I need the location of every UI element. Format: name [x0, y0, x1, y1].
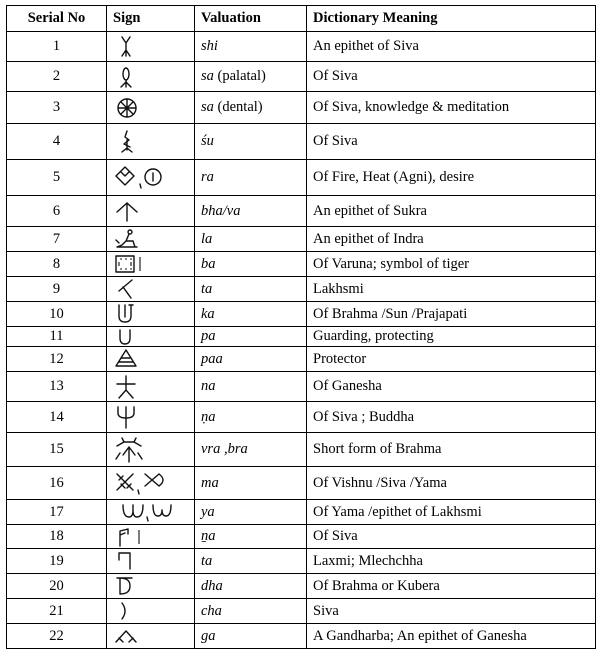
valuation-text: ga — [201, 627, 216, 644]
table-row — [7, 124, 596, 160]
diamond-and-circle-glyph-icon — [113, 164, 175, 192]
table-row — [7, 160, 596, 196]
valuation-cell — [195, 160, 307, 196]
valuation-text: la — [201, 230, 213, 247]
valuation-cell — [195, 92, 307, 124]
meaning-cell: Of Ganesha — [307, 372, 596, 402]
sign-cell — [107, 160, 195, 196]
serial-cell: 18 — [7, 525, 107, 549]
valuation-cell — [195, 402, 307, 433]
table-row — [7, 227, 596, 252]
striped-triangle-glyph-icon — [113, 348, 143, 370]
sign-cell — [107, 302, 195, 327]
spoked-wheel-glyph-icon — [113, 95, 143, 121]
valuation-text: paa — [201, 350, 223, 367]
table-row — [7, 347, 596, 372]
table-row — [7, 92, 596, 124]
trident-figure-glyph-icon — [113, 34, 143, 60]
canopy-arrow-glyph-icon — [113, 435, 147, 465]
sign-cell — [107, 227, 195, 252]
valuation-cell — [195, 196, 307, 227]
table-row — [7, 62, 596, 92]
table-row — [7, 500, 596, 525]
valuation-cell — [195, 624, 307, 649]
sign-cell — [107, 32, 195, 62]
sign-cell — [107, 327, 195, 347]
meaning-cell: Of Siva — [307, 525, 596, 549]
table-row — [7, 549, 596, 574]
meaning-cell: Of Varuna; symbol of tiger — [307, 252, 596, 277]
valuation-text: ta — [201, 552, 213, 569]
sign-cell — [107, 277, 195, 302]
forked-cup-glyph-icon — [113, 303, 143, 325]
sign-cell — [107, 402, 195, 433]
stick-figure-glyph-icon — [113, 374, 143, 400]
valuation-text: vra ,bra — [201, 441, 248, 457]
serial-cell: 17 — [7, 500, 107, 525]
table-row — [7, 402, 596, 433]
double-w-glyph-icon — [113, 501, 177, 523]
arrow-up-glyph-icon — [113, 199, 143, 223]
valuation-cell — [195, 433, 307, 467]
valuation-note: (palatal) — [213, 68, 266, 84]
sign-cell — [107, 433, 195, 467]
serial-cell: 7 — [7, 227, 107, 252]
valuation-text: ṇa — [201, 408, 216, 425]
bent-line-glyph-icon — [113, 278, 143, 300]
sign-cell — [107, 62, 195, 92]
loop-figure-glyph-icon — [113, 64, 143, 90]
sign-cell — [107, 500, 195, 525]
sign-cell — [107, 574, 195, 599]
serial-cell: 20 — [7, 574, 107, 599]
valuation-cell — [195, 227, 307, 252]
valuation-text: śu — [201, 133, 214, 149]
header-meaning: Dictionary Meaning — [307, 6, 596, 32]
valuation-text: sa — [201, 99, 214, 115]
serial-cell: 14 — [7, 402, 107, 433]
serial-cell: 8 — [7, 252, 107, 277]
serial-cell: 11 — [7, 327, 107, 347]
valuation-text: ya — [201, 503, 215, 520]
serial-cell: 5 — [7, 160, 107, 196]
sign-cell — [107, 624, 195, 649]
valuation-text: ka — [201, 305, 215, 322]
barred-loop-glyph-icon — [113, 575, 143, 597]
sign-cell — [107, 525, 195, 549]
flag-hook-glyph-icon — [113, 526, 143, 548]
valuation-cell — [195, 327, 307, 347]
meaning-cell: Of Brahma /Sun /Prajapati — [307, 302, 596, 327]
valuation-text: ṉa — [201, 528, 216, 544]
valuation-text: cha — [201, 602, 222, 619]
table-row — [7, 624, 596, 649]
sign-cell — [107, 92, 195, 124]
table-row — [7, 467, 596, 500]
cup-glyph-icon — [113, 328, 143, 346]
serial-cell: 4 — [7, 124, 107, 160]
dotted-square-glyph-icon — [113, 253, 143, 275]
serial-cell: 6 — [7, 196, 107, 227]
table-row — [7, 599, 596, 624]
seated-figure-glyph-icon — [113, 228, 143, 250]
serial-cell: 9 — [7, 277, 107, 302]
valuation-cell — [195, 32, 307, 62]
sign-cell — [107, 599, 195, 624]
valuation-cell — [195, 500, 307, 525]
valuation-cell — [195, 599, 307, 624]
meaning-cell: Of Siva — [307, 124, 596, 160]
dancing-figure-glyph-icon — [113, 128, 143, 156]
table-row — [7, 196, 596, 227]
valuation-text: bha/va — [201, 202, 241, 219]
meaning-cell: Of Siva ; Buddha — [307, 402, 596, 433]
header-serial: Serial No — [7, 6, 107, 32]
sign-cell — [107, 372, 195, 402]
meaning-cell: Of Siva — [307, 62, 596, 92]
meaning-cell: Of Vishnu /Siva /Yama — [307, 467, 596, 500]
valuation-cell — [195, 347, 307, 372]
meaning-cell: An epithet of Siva — [307, 32, 596, 62]
serial-cell: 13 — [7, 372, 107, 402]
sign-cell — [107, 252, 195, 277]
valuation-text: ba — [201, 255, 216, 272]
meaning-cell: An epithet of Sukra — [307, 196, 596, 227]
gamma-glyph-icon — [113, 550, 143, 572]
meaning-cell: Protector — [307, 347, 596, 372]
serial-cell: 12 — [7, 347, 107, 372]
meaning-cell: A Gandharba; An epithet of Ganesha — [307, 624, 596, 649]
table-row — [7, 277, 596, 302]
valuation-cell — [195, 124, 307, 160]
valuation-cell — [195, 574, 307, 599]
table-row — [7, 372, 596, 402]
valuation-cell — [195, 525, 307, 549]
table-row — [7, 302, 596, 327]
table-row — [7, 327, 596, 347]
crossed-fish-glyph-icon — [113, 469, 177, 497]
serial-cell: 21 — [7, 599, 107, 624]
valuation-cell — [195, 277, 307, 302]
valuation-cell — [195, 467, 307, 500]
header-row — [7, 6, 596, 32]
meaning-cell: Short form of Brahma — [307, 433, 596, 467]
sign-cell — [107, 549, 195, 574]
table-row — [7, 574, 596, 599]
serial-cell: 16 — [7, 467, 107, 500]
table-row — [7, 525, 596, 549]
valuation-text: dha — [201, 577, 223, 594]
valuation-text: ma — [201, 474, 219, 491]
table-row — [7, 433, 596, 467]
valuation-text: ta — [201, 280, 213, 297]
serial-cell: 3 — [7, 92, 107, 124]
meaning-cell: An epithet of Indra — [307, 227, 596, 252]
valuation-text: pa — [201, 328, 216, 344]
serial-cell: 22 — [7, 624, 107, 649]
valuation-cell — [195, 372, 307, 402]
chevron-glyph-icon — [113, 625, 143, 647]
serial-cell: 2 — [7, 62, 107, 92]
meaning-cell: Laxmi; Mlechchha — [307, 549, 596, 574]
valuation-text: sa — [201, 68, 214, 84]
valuation-text: ra — [201, 169, 214, 185]
meaning-cell: Guarding, protecting — [307, 327, 596, 347]
sign-cell — [107, 124, 195, 160]
valuation-cell — [195, 62, 307, 92]
table-row — [7, 252, 596, 277]
header-sign: Sign — [107, 6, 195, 32]
meaning-cell: Of Brahma or Kubera — [307, 574, 596, 599]
valuation-text: shi — [201, 38, 218, 54]
table-row — [7, 32, 596, 62]
header-valuation: Valuation — [195, 6, 307, 32]
serial-cell: 19 — [7, 549, 107, 574]
sign-cell — [107, 196, 195, 227]
meaning-cell: Siva — [307, 599, 596, 624]
serial-cell: 15 — [7, 433, 107, 467]
valuation-cell — [195, 252, 307, 277]
bracket-glyph-icon — [113, 600, 143, 622]
meaning-cell: Of Yama /epithet of Lakhsmi — [307, 500, 596, 525]
meaning-cell: Lakhsmi — [307, 277, 596, 302]
meaning-cell: Of Fire, Heat (Agni), desire — [307, 160, 596, 196]
valuation-cell — [195, 549, 307, 574]
serial-cell: 1 — [7, 32, 107, 62]
trident-glyph-icon — [113, 404, 143, 430]
sign-cell — [107, 467, 195, 500]
valuation-cell — [195, 302, 307, 327]
meaning-cell: Of Siva, knowledge & meditation — [307, 92, 596, 124]
valuation-note: (dental) — [213, 99, 263, 115]
valuation-text: na — [201, 378, 216, 394]
sign-cell — [107, 347, 195, 372]
sign-table — [6, 5, 596, 649]
serial-cell: 10 — [7, 302, 107, 327]
